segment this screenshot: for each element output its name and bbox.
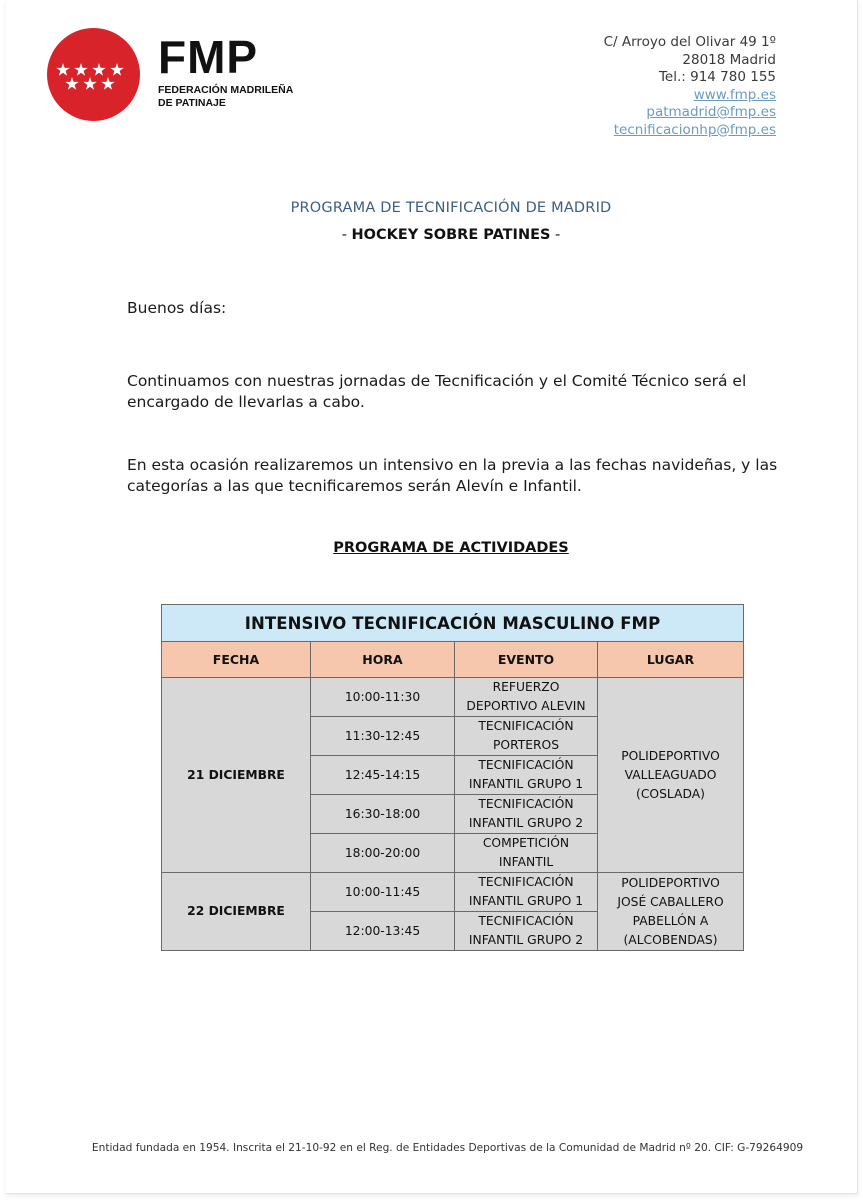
lugar-line: (COSLADA): [636, 786, 705, 801]
evento-line: INFANTIL GRUPO 1: [468, 894, 584, 908]
lugar-line: POLIDEPORTIVO: [621, 748, 720, 763]
table-row: [162, 873, 744, 912]
hora-cell: 10:00-11:30: [311, 678, 455, 717]
evento-line: INFANTIL GRUPO 2: [468, 816, 584, 830]
evento-line: PORTEROS: [492, 738, 560, 752]
lugar-line: PABELLÓN A: [632, 913, 709, 928]
program-title: PROGRAMA DE TECNIFICACIÓN DE MADRID: [290, 200, 612, 216]
hora-cell: 16:30-18:00: [311, 795, 455, 834]
evento-line: INFANTIL GRUPO 2: [468, 933, 584, 947]
email-link-tecnificacion[interactable]: tecnificacionhp@fmp.es: [613, 121, 776, 138]
document-page: [6, 0, 858, 1194]
evento-line: INFANTIL GRUPO 1: [468, 777, 584, 791]
sport-title-prefix: -: [341, 227, 352, 243]
section-title: PROGRAMA DE ACTIVIDADES: [333, 540, 569, 556]
evento-line: TECNIFICACIÓN: [478, 758, 574, 772]
header-evento: EVENTO: [455, 642, 598, 678]
header-lugar: LUGAR: [598, 642, 744, 678]
paragraph-2: En esta ocasión realizaremos un intensivo en la previa a las fechas navideñas, y las categorías a las que tecnificaremos serán Alevín e Infantil.: [127, 456, 778, 495]
evento-line: TECNIFICACIÓN: [478, 914, 574, 928]
comunidad-madrid-logo: [47, 28, 140, 121]
evento-line: REFUERZO: [492, 680, 560, 694]
address-street: C/ Arroyo del Olivar 49 1º: [603, 34, 776, 50]
lugar-line: (ALCOBENDAS): [623, 932, 718, 947]
logo-acronym: FMP: [158, 31, 259, 83]
evento-cell: [455, 834, 598, 873]
evento-cell: [455, 756, 598, 795]
evento-line: COMPETICIÓN: [482, 836, 570, 850]
address-city: 28018 Madrid: [682, 51, 776, 68]
activities-table: [161, 604, 744, 951]
fmp-logo: [158, 31, 338, 110]
evento-cell: [455, 795, 598, 834]
lugar-line: POLIDEPORTIVO: [621, 875, 720, 890]
header-hora: HORA: [311, 642, 455, 678]
evento-line: TECNIFICACIÓN: [478, 797, 574, 811]
hora-cell: 12:00-13:45: [311, 912, 455, 951]
sport-title-suffix: -: [550, 227, 561, 243]
lugar-line: JOSÉ CABALLERO: [617, 894, 724, 909]
email-link-patmadrid[interactable]: patmadrid@fmp.es: [646, 104, 776, 120]
table-row: [162, 678, 744, 717]
lugar-cell: [598, 678, 744, 873]
fecha-cell: 22 DICIEMBRE: [162, 873, 311, 951]
evento-line: DEPORTIVO ALEVIN: [466, 699, 586, 713]
contact-block: [604, 34, 776, 139]
hora-cell: 10:00-11:45: [311, 873, 455, 912]
footer-legal-text: Entidad fundada en 1954. Inscrita el 21-10-92 en el Reg. de Entidades Deportivas de la Comunidad de Madrid nº 20. CIF: G-79264909: [91, 1142, 804, 1154]
evento-cell: [455, 717, 598, 756]
evento-cell: [455, 678, 598, 717]
evento-line: INFANTIL: [498, 855, 554, 869]
table-title: INTENSIVO TECNIFICACIÓN MASCULINO FMP: [162, 605, 744, 642]
lugar-cell: [598, 873, 744, 951]
hora-cell: 18:00-20:00: [311, 834, 455, 873]
logo-name-line1: FEDERACIÓN MADRILEÑA: [158, 84, 294, 96]
header-fecha: FECHA: [162, 642, 311, 678]
evento-line: TECNIFICACIÓN: [478, 719, 574, 733]
evento-cell: [455, 873, 598, 912]
greeting: Buenos días:: [127, 299, 227, 317]
paragraph-1: Continuamos con nuestras jornadas de Tecnificación y el Comité Técnico será el encargado de llevarlas a cabo.: [127, 372, 747, 411]
sport-title-text: HOCKEY SOBRE PATINES: [351, 227, 551, 243]
logo-name-line2: DE PATINAJE: [158, 97, 226, 109]
seven-stars-icon: [47, 28, 140, 121]
evento-cell: [455, 912, 598, 951]
fecha-cell: 21 DICIEMBRE: [162, 678, 311, 873]
lugar-line: VALLEAGUADO: [624, 767, 717, 782]
hora-cell: 12:45-14:15: [311, 756, 455, 795]
address-phone: Tel.: 914 780 155: [658, 69, 776, 85]
sport-title: [6, 227, 863, 243]
web-link[interactable]: www.fmp.es: [693, 86, 776, 103]
evento-line: TECNIFICACIÓN: [478, 875, 574, 889]
hora-cell: 11:30-12:45: [311, 717, 455, 756]
